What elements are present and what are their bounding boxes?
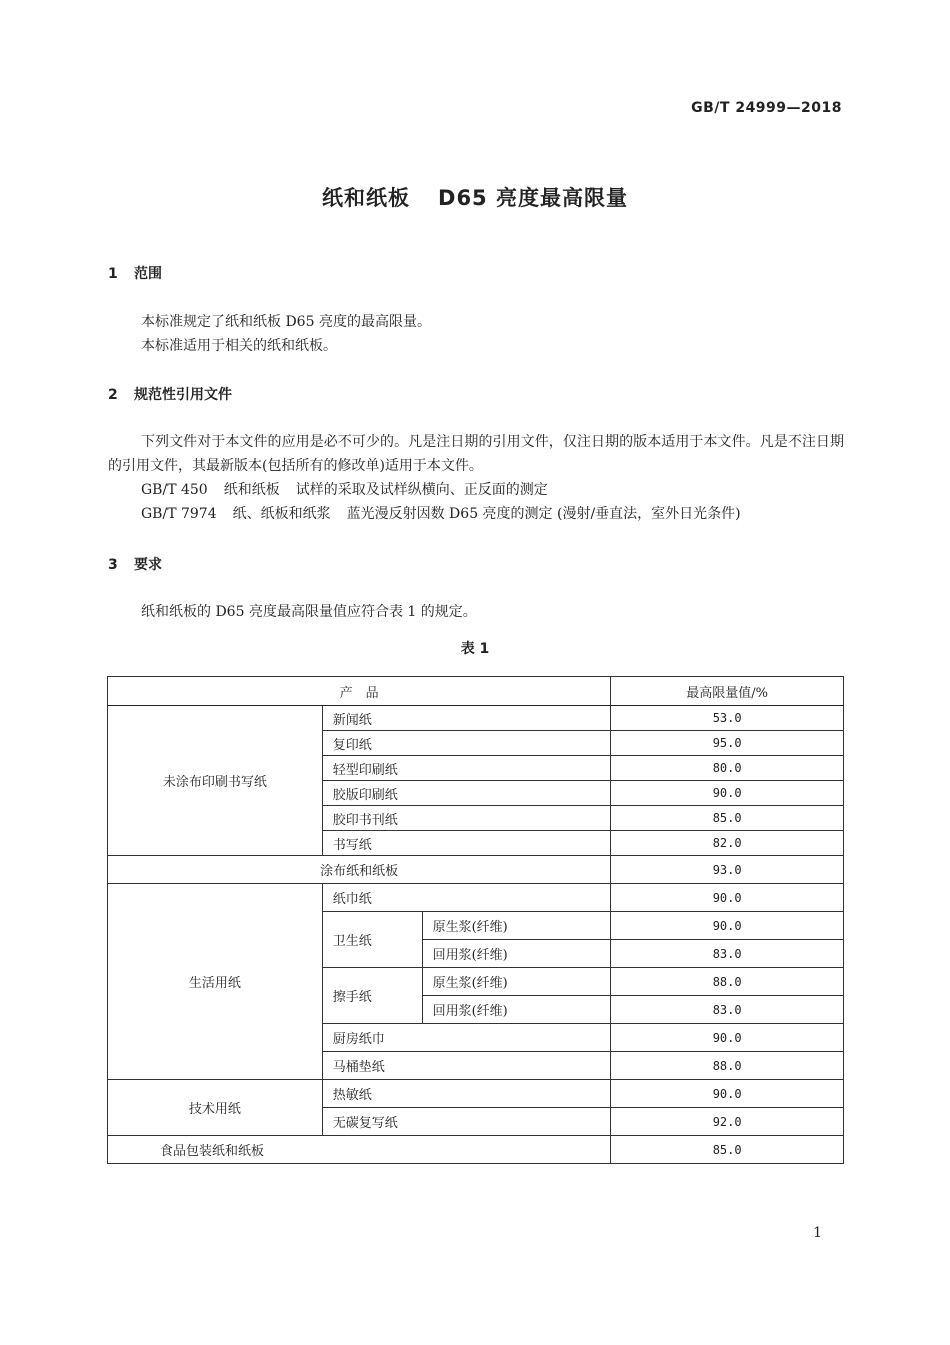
table-row: 无碳复写纸 92.0 <box>108 1108 844 1136</box>
title-part1: 纸和纸板 <box>322 186 411 210</box>
group-household: 生活用纸 <box>108 884 323 1080</box>
table-row: 食品包装纸和纸板 85.0 <box>108 1136 844 1164</box>
table-caption: 表 1 <box>460 641 490 657</box>
table-row: 复印纸 95.0 <box>108 731 844 756</box>
group-technical: 技术用纸 <box>108 1080 323 1136</box>
paragraph: 本标准适用于相关的纸和纸板。 <box>141 338 337 354</box>
standard-code: GB/T 24999—2018 <box>691 100 842 116</box>
group-coated: 涂布纸和纸板 <box>108 856 611 884</box>
group-food: 食品包装纸和纸板 <box>108 1136 611 1164</box>
table-row: 未涂布印刷书写纸 新闻纸 53.0 <box>108 706 844 731</box>
table-row: 马桶垫纸 88.0 <box>108 1052 844 1080</box>
reference-item: GB/T 450 纸和纸板 试样的采取及试样纵横向、正反面的测定 <box>141 482 548 498</box>
subgroup-hand-towel: 擦手纸 <box>322 968 422 1024</box>
title-part2: D65 亮度最高限量 <box>438 186 628 210</box>
section-body-scope <box>108 310 844 358</box>
section-body-requirements <box>108 600 844 624</box>
table-row: 技术用纸 热敏纸 90.0 <box>108 1080 844 1108</box>
paragraph: 纸和纸板的 D65 亮度最高限量值应符合表 1 的规定。 <box>141 604 477 620</box>
subgroup-toilet: 卫生纸 <box>322 912 422 968</box>
table-row: 厨房纸巾 90.0 <box>108 1024 844 1052</box>
paragraph: 下列文件对于本文件的应用是必不可少的。凡是注日期的引用文件，仅注日期的版本适用于本文件。凡是不注日期的引用文件，其最新版本(包括所有的修改单)适用于本文件。 <box>108 434 844 474</box>
table-row: 轻型印刷纸 80.0 <box>108 756 844 781</box>
section-heading-normative-references: 2 规范性引用文件 <box>108 387 232 403</box>
reference-item: GB/T 7974 纸、纸板和纸浆 蓝光漫反射因数 D65 亮度的测定 (漫射/垂直法，室外日光条件) <box>141 506 741 522</box>
table-row: 书写纸 82.0 <box>108 831 844 856</box>
table-header-row <box>108 677 844 706</box>
section-heading-scope: 1 范围 <box>108 266 162 282</box>
group-uncoated: 未涂布印刷书写纸 <box>108 706 323 856</box>
brightness-limit-table <box>107 676 844 1164</box>
paragraph: 本标准规定了纸和纸板 D65 亮度的最高限量。 <box>141 314 431 330</box>
table-row: 卫生纸 原生浆(纤维) 90.0 <box>108 912 844 940</box>
section-body-references <box>108 430 844 526</box>
table-row: 回用浆(纤维) 83.0 <box>108 996 844 1024</box>
header-limit: 最高限量值/% <box>611 677 844 706</box>
section-heading-requirements: 3 要求 <box>108 557 162 573</box>
table-row: 胶版印刷纸 90.0 <box>108 781 844 806</box>
header-product: 产 品 <box>108 677 611 706</box>
page-number: 1 <box>813 1225 822 1241</box>
table-row: 回用浆(纤维) 83.0 <box>108 940 844 968</box>
table-row: 擦手纸 原生浆(纤维) 88.0 <box>108 968 844 996</box>
table-row: 涂布纸和纸板 93.0 <box>108 856 844 884</box>
table-row: 生活用纸 纸巾纸 90.0 <box>108 884 844 912</box>
document-title <box>0 182 950 212</box>
table-row: 胶印书刊纸 85.0 <box>108 806 844 831</box>
